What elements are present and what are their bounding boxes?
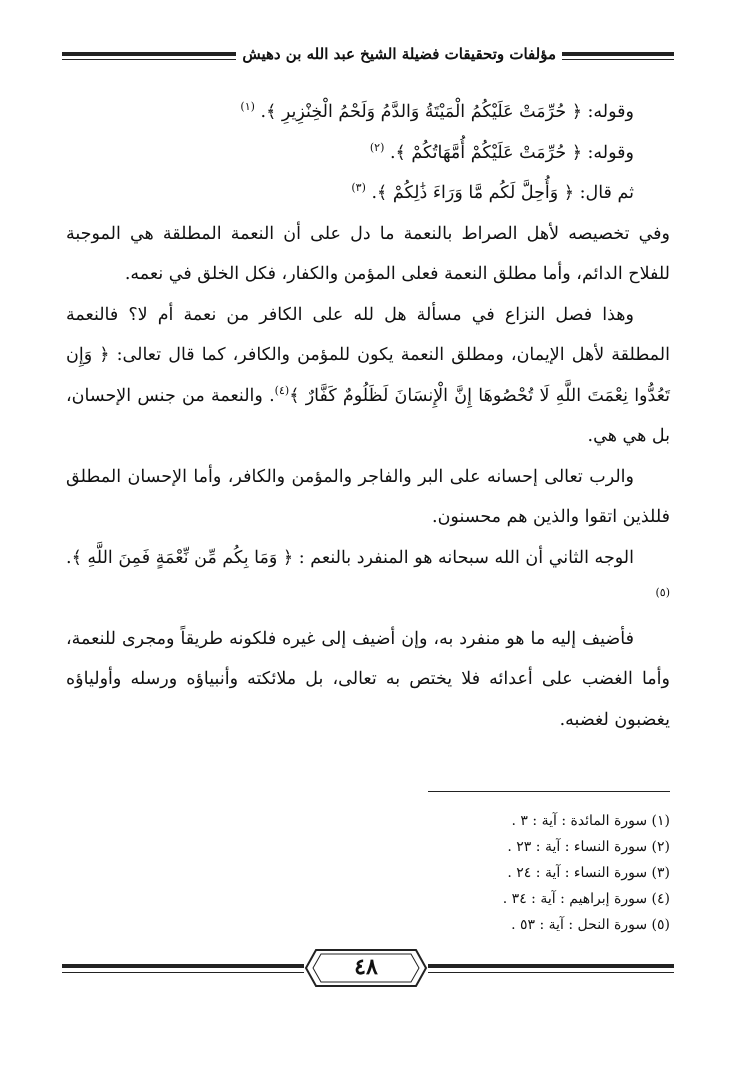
- running-header: [62, 40, 674, 76]
- footnote-2: (٢) سورة النساء : آية : ٢٣ .: [507, 839, 670, 855]
- paragraph-5: فأضيف إليه ما هو منفرد به، وإن أضيف إلى غيره فلكونه طريقاً ومجرى للنعمة، وأما الغضب على أعدائه فلا يختص به تعالى، بل ملائكته وأنبياؤه ورسله وأولياؤه يغضبون لغضبه.: [66, 628, 670, 730]
- header-title: مؤلفات وتحقيقات فضيلة الشيخ عبد الله بن دهيش: [236, 40, 562, 68]
- footnote-ref: (١): [240, 100, 255, 114]
- footnote-ref: (٢): [369, 140, 385, 154]
- paragraph-1: وفي تخصيصه لأهل الصراط بالنعمة ما دل على أن النعمة المطلقة هي الموجبة للفلاح الدائم، وأما مطلق النعمة فعلى المؤمن والكفار، فكل الخلق في نعمه.: [66, 223, 670, 284]
- page-footer: [62, 946, 674, 986]
- footnotes: [350, 808, 670, 938]
- verse-line-2: وقوله: ﴿ حُرِّمَتْ عَلَيْكُمْ أُمَّهَاتُكُمْ ﴾. $^{(٢)}$: [369, 140, 634, 163]
- paragraph-3: والرب تعالى إحسانه على البر والفاجر والمؤمن والكافر، وأما الإحسان المطلق فللذين اتقوا والذين هم محسنون.: [66, 466, 670, 527]
- page-number-frame: [304, 948, 428, 988]
- main-text: [66, 92, 670, 740]
- footnote-5: (٥) سورة النحل : آية : ٥٣ .: [511, 917, 670, 933]
- footnote-4: (٤) سورة إبراهيم : آية : ٣٤ .: [502, 891, 670, 907]
- footnote-3: (٣) سورة النساء : آية : ٢٤ .: [507, 865, 670, 881]
- verse-line-3: ثم قال: ﴿ وَأُحِلَّ لَكُم مَّا وَرَاءَ ذَٰلِكُمْ ﴾. $^{(٣)}$: [351, 181, 634, 203]
- page-number: ٤٨: [354, 954, 378, 980]
- footnote-ref: (٣): [351, 181, 366, 195]
- footnote-1: (١) سورة المائدة : آية : ٣ .: [511, 813, 670, 829]
- footnote-separator: [428, 791, 670, 792]
- verse-line-1: وقوله: ﴿ حُرِّمَتْ عَلَيْكُمُ الْمَيْتَةُ وَالدَّمُ وَلَحْمُ الْخِنْزِيرِ ﴾. $^{(١)}$: [240, 100, 634, 122]
- footnote-ref: (٥): [655, 586, 670, 600]
- paragraph-4: الوجه الثاني أن الله سبحانه هو المنفرد بالنعم : ﴿ وَمَا بِكُم مِّن نِّعْمَةٍ فَمِنَ اللَّهِ ﴾. $^{(٥)}$: [66, 547, 670, 600]
- paragraph-2: وهذا فصل النزاع في مسألة هل لله على الكافر من نعمة أم لا؟ فالنعمة المطلقة لأهل الإيمان، ومطلق النعمة يكون للمؤمن والكافر، كما قال تعالى: ﴿ وَإِن تَعُدُّوا نِعْمَتَ اللَّهِ لَا تُحْصُوهَا إِنَّ الْإِنسَانَ لَظَلُومٌ كَفَّارٌ ﴾$^{(٤)}$. والنعمة من جنس الإحسان، بل هي هي.: [66, 304, 671, 446]
- footnote-ref: (٤): [274, 383, 290, 397]
